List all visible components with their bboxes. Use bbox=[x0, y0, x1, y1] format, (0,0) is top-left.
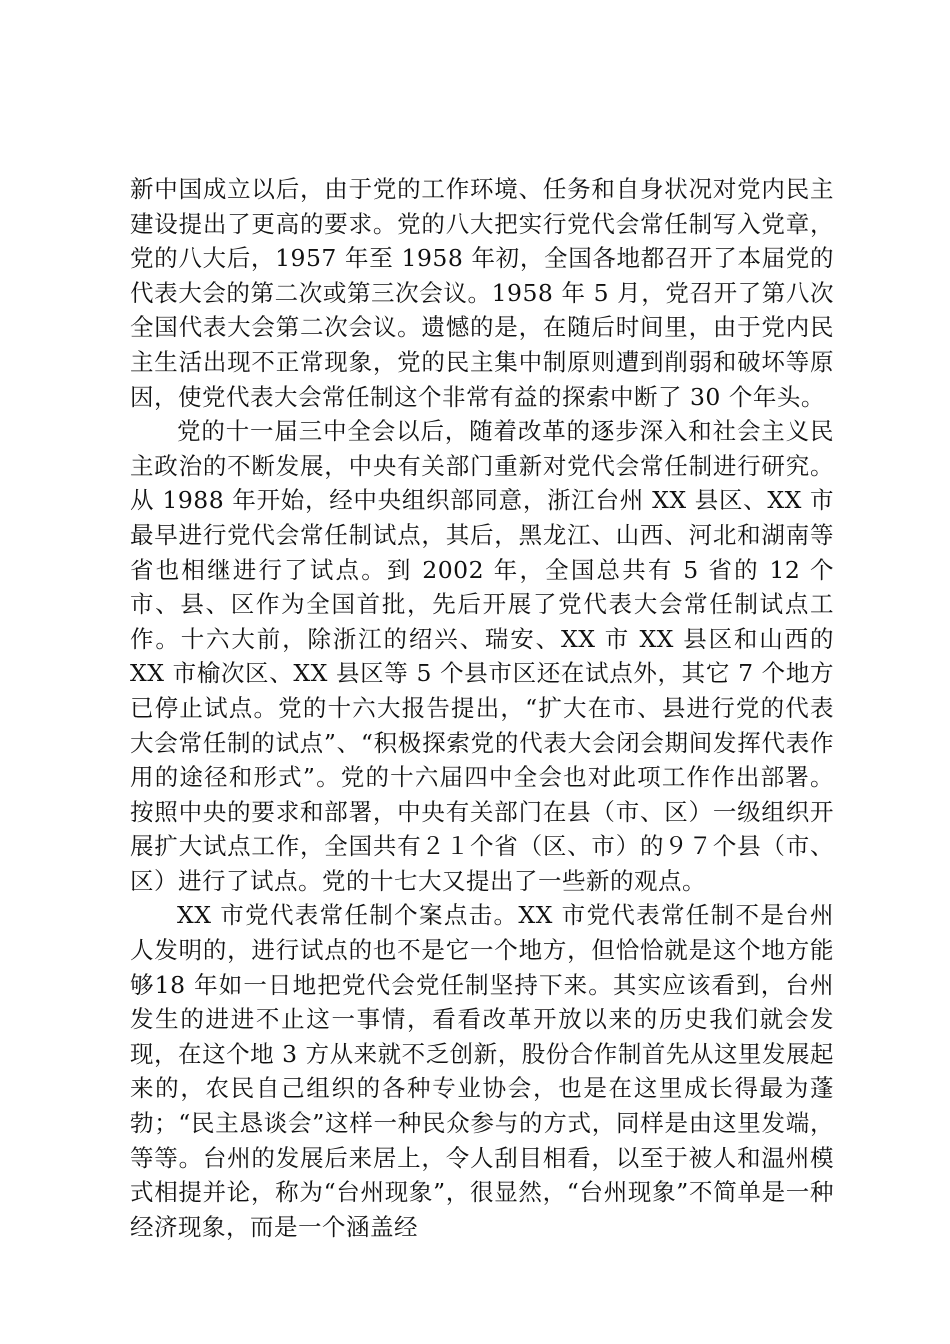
paragraph-2: 党的十一届三中全会以后，随着改革的逐步深入和社会主义民主政治的不断发展，中央有关部门重新对党代会常任制进行研究。从 1988 年开始，经中央组织部同意，浙江台州 XX 县区、XX 市最早进行党代会常任制试点，其后，黑龙江、山西、河北和湖南等省也相继进行了试点。到 2002 年，全国总共有 5 省的 12 个市、县、区作为全国首批，先后开展了党代表大会常任制试点工作。十六大前，除浙江的绍兴、瑞安、XX 市 XX 县区和山西的 XX 市榆次区、XX 县区等 5 个县市区还在试点外，其它 7 个地方已停止试点。党的十六大报告提出，“扩大在市、县进行党的代表大会常任制的试点”、“积极探索党的代表大会闭会期间发挥代表作用的途径和形式”。党的十六届四中全会也对此项工作作出部署。按照中央的要求和部署，中央有关部门在县（市、区）一级组织开展扩大试点工作，全国共有２１个省（区、市）的９７个县（市、区）进行了试点。党的十七大又提出了一些新的观点。 bbox=[130, 417, 834, 895]
paragraph-1: 新中国成立以后，由于党的工作环境、任务和自身状况对党内民主建设提出了更高的要求。党的八大把实行党代会常任制写入党章，党的八大后，1957 年至 1958 年初，全国各地都召开了本届党的代表大会的第二次或第三次会议。1958 年 5 月，党召开了第八次全国代表大会第二次会议。遗憾的是，在随后时间里，由于党内民主生活出现不正常现象，党的民主集中制原则遭到削弱和破坏等原因，使党代表大会常任制这个非常有益的探索中断了 30 个年头。 bbox=[130, 175, 834, 411]
paragraph-3: XX 市党代表常任制个案点击。XX 市党代表常任制不是台州人发明的，进行试点的也不是它一个地方，但恰恰就是这个地方能够18 年如一日地把党代会党任制坚持下来。其实应该看到，台州发生的进进不止这一事情，看看改革开放以来的历史我们就会发现，在这个地 3 方从来就不乏创新，股份合作制首先从这里发展起来的，农民自己组织的各种专业协会，也是在这里成长得最为蓬勃；“民主恳谈会”这样一种民众参与的方式，同样是由这里发端，等等。台州的发展后来居上，令人刮目相看，以至于被人和温州模式相提并论，称为“台州现象”，很显然，“台州现象”不简单是一种经济现象，而是一个涵盖经 bbox=[130, 901, 834, 1241]
body-text bbox=[130, 172, 834, 1244]
